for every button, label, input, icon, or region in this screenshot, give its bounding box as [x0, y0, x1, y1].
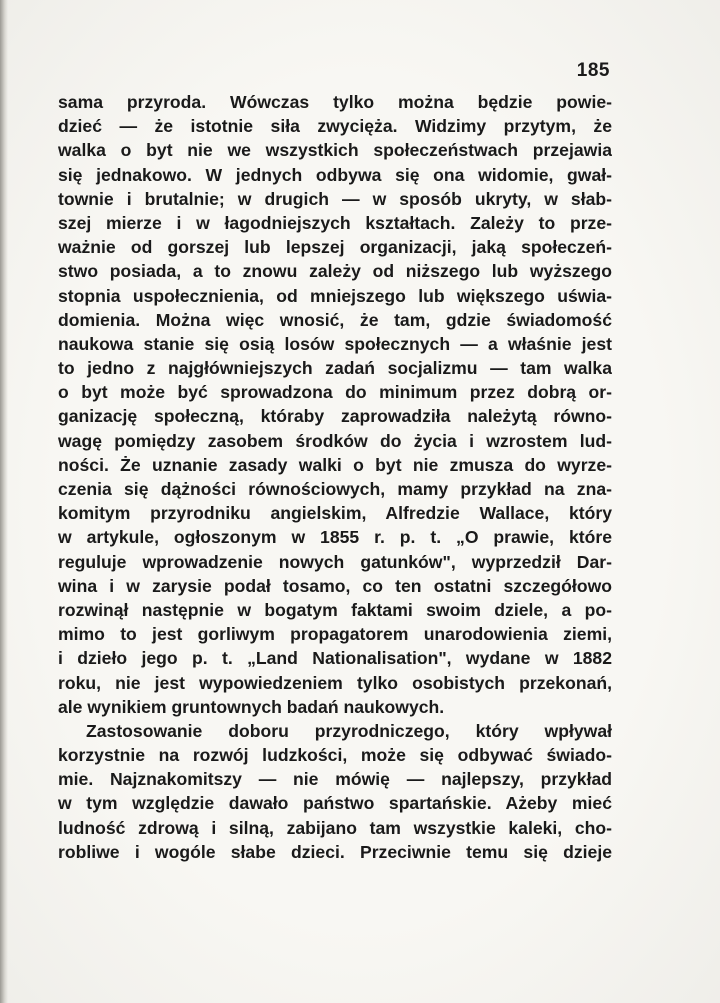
text-line: i dzieło jego p. t. „Land Nationalisation", wydane w 1882 — [58, 648, 612, 669]
text-line: ważnie od gorszej lub lepszej organizacji, jaką społeczeń- — [58, 237, 612, 258]
text-line: sama przyroda. Wówczas tylko można będzie powie- — [58, 92, 612, 112]
text-line: stopnia uspołecznienia, od mniejszego lub większego uświa- — [58, 285, 612, 306]
text-line: rozwinął następnie w bogatym faktami swoim dziele, a po- — [58, 599, 612, 620]
text-line: korzystnie na rozwój ludzkości, może się odbywać świado- — [58, 745, 612, 766]
text-line: stwo posiada, a to znowu zależy od niższego lub wyższego — [58, 261, 612, 282]
text-line: mimo to jest gorliwym propagatorem unarodowienia ziemi, — [58, 624, 612, 645]
text-line: townie i brutalnie; w drugich — w sposób ukryty, w słab- — [58, 188, 612, 209]
text-line: ganizację społeczną, któraby zaprowadziła należytą równo- — [58, 406, 612, 427]
text-line: wagę pomiędzy zasobem środków do życia i wzrostem lud- — [58, 430, 612, 451]
text-line: walka o byt nie we wszystkich społeczeństwach przejawia — [58, 140, 612, 161]
text-line: wina i w zarysie podał tosamo, co ten ostatni szczegółowo — [58, 575, 612, 596]
text-line: czenia się dążności równościowych, mamy przykład na zna- — [58, 479, 612, 499]
text-line: komitym przyrodniku angielskim, Alfredzie Wallace, który — [58, 503, 612, 524]
page-number: 185 — [576, 60, 610, 81]
text-line: o byt może być sprowadzona do minimum przez dobrą or- — [58, 382, 612, 403]
text-line: reguluje wprowadzenie nowych gatunków", wyprzedził Dar- — [58, 551, 612, 572]
text-line: mie. Najznakomitszy — nie mówię — najlepszy, przykład — [58, 769, 612, 790]
text-line: ludność zdrową i silną, zabijano tam wszystkie kaleki, cho- — [58, 817, 612, 838]
text-line: roku, nie jest wypowiedzeniem tylko osobistych przekonań, — [58, 672, 612, 693]
text-line: naukowa stanie się osią losów społecznych — a właśnie jest — [58, 333, 612, 354]
body-text — [58, 90, 612, 864]
text-line: to jedno z najgłówniejszych zadań socjalizmu — tam walka — [58, 358, 612, 379]
text-line: dzieć — że istotnie siła zwycięża. Widzimy przytym, że — [58, 116, 612, 137]
text-line: robliwe i wogóle słabe dzieci. Przeciwnie temu się dzieje — [58, 841, 612, 862]
text-line: ale wynikiem gruntownych badań naukowych. — [58, 696, 445, 717]
text-line: Zastosowanie doboru przyrodniczego, który wpływał — [86, 720, 612, 741]
text-line: domienia. Można więc wnosić, że tam, gdzie świadomość — [58, 309, 612, 330]
page-edge-shadow — [0, 0, 8, 1003]
text-line: szej mierze i w łagodniejszych kształtach. Zależy to prze- — [58, 212, 612, 233]
text-line: w tym względzie dawało państwo spartańskie. Ażeby mieć — [58, 793, 612, 814]
text-line: się jednakowo. W jednych odbywa się ona widomie, gwał- — [58, 164, 612, 185]
text-line: w artykule, ogłoszonym w 1855 r. p. t. „O prawie, które — [58, 527, 612, 548]
text-line: ności. Że uznanie zasady walki o byt nie zmusza do wyrze- — [58, 454, 612, 475]
